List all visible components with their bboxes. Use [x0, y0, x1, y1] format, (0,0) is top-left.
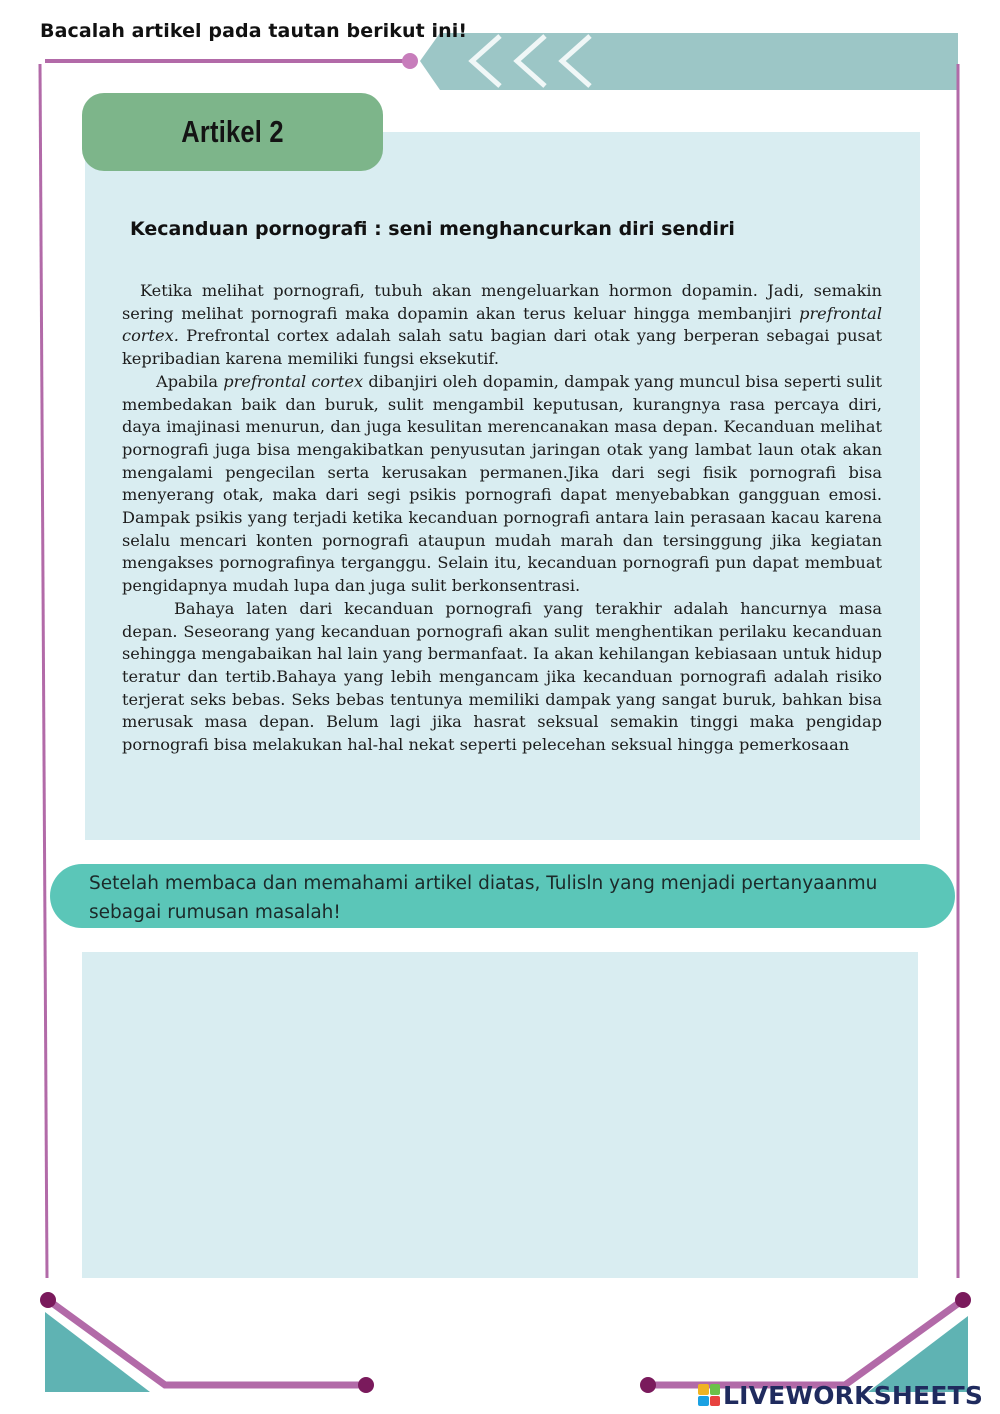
top-dot: [402, 53, 418, 69]
article-paragraph-1: Ketika melihat pornografi, tubuh akan mengeluarkan hormon dopamin. Jadi, semakin sering melihat pornografi maka dopamin akan terus keluar hingga membanjiri prefrontal cortex. Prefrontal cortex adalah salah satu bagian dari otak yang berperan sebagai pusat kepribadian karena memiliki fungsi eksekutif.: [122, 281, 882, 369]
article-heading: Kecanduan pornografi : seni menghancurkan diri sendiri: [130, 218, 735, 240]
corner-dot-right-end: [640, 1377, 656, 1393]
article-tab-label: Artikel 2: [181, 114, 284, 149]
question-text: Setelah membaca dan memahami artikel diatas, Tulisln yang menjadi pertanyaanmu sebagai rumusan masalah!: [89, 873, 878, 923]
corner-dot-left-end: [358, 1377, 374, 1393]
instruction-text: Bacalah artikel pada tautan berikut ini!: [40, 20, 468, 42]
corner-dot-left-top: [40, 1292, 56, 1308]
brand-text: LIVEWORKSHEETS: [723, 1380, 984, 1410]
left-border-line: [40, 64, 47, 1278]
corner-dot-right-top: [955, 1292, 971, 1308]
article-paragraph-3: Bahaya laten dari kecanduan pornografi yang terakhir adalah hancurnya masa depan. Seseorang yang kecanduan pornografi akan sulit menghentikan perilaku kecanduan sehingga mengabaikan hal lain yang bermanfaat. Ia akan kehilangan kebiasaan untuk hidup teratur dan tertib.Bahaya yang lebih mengancam jika kecanduan pornografi adalah risiko terjerat seks bebas. Seks bebas tentunya memiliki dampak yang sangat buruk, bahkan bisa merusak masa depan. Belum lagi jika hasrat seksual semakin tinggi maka pengidap pornografi bisa melakukan hal-hal nekat seperti pelecehan seksual hingga pemerkosaan: [122, 598, 882, 755]
liveworksheets-logo: [698, 1378, 983, 1412]
article-body: [122, 280, 882, 757]
brand-icon: [698, 1384, 720, 1406]
answer-text-box[interactable]: [82, 952, 918, 1278]
corner-triangle-left: [45, 1312, 150, 1392]
article-tab: [82, 93, 383, 171]
chevron-band: [420, 33, 958, 90]
article-paragraph-2: Apabila prefrontal cortex dibanjiri oleh dopamin, dampak yang muncul bisa seperti sulit membedakan baik dan buruk, sulit mengambil keputusan, kurangnya rasa percaya diri, daya imajinasi menurun, dan juga kesulitan merencanakan masa depan. Kecanduan melihat pornografi juga bisa mengakibatkan penyusutan jaringan otak yang lambat laun otak akan mengalami pengecilan serta kerusakan permanen.Jika dari segi fisik pornografi bisa menyerang otak, maka dari segi psikis pornografi dapat menyebabkan gangguan emosi. Dampak psikis yang terjadi ketika kecanduan pornografi antara lain perasaan kacau karena selalu mencari konten pornografi ataupun mudah marah dan tersinggung jika kegiatan mengakses pornografinya terganggu. Selain itu, kecanduan pornografi pun dapat membuat pengidapnya mudah lupa dan juga sulit berkonsentrasi.: [122, 371, 883, 596]
